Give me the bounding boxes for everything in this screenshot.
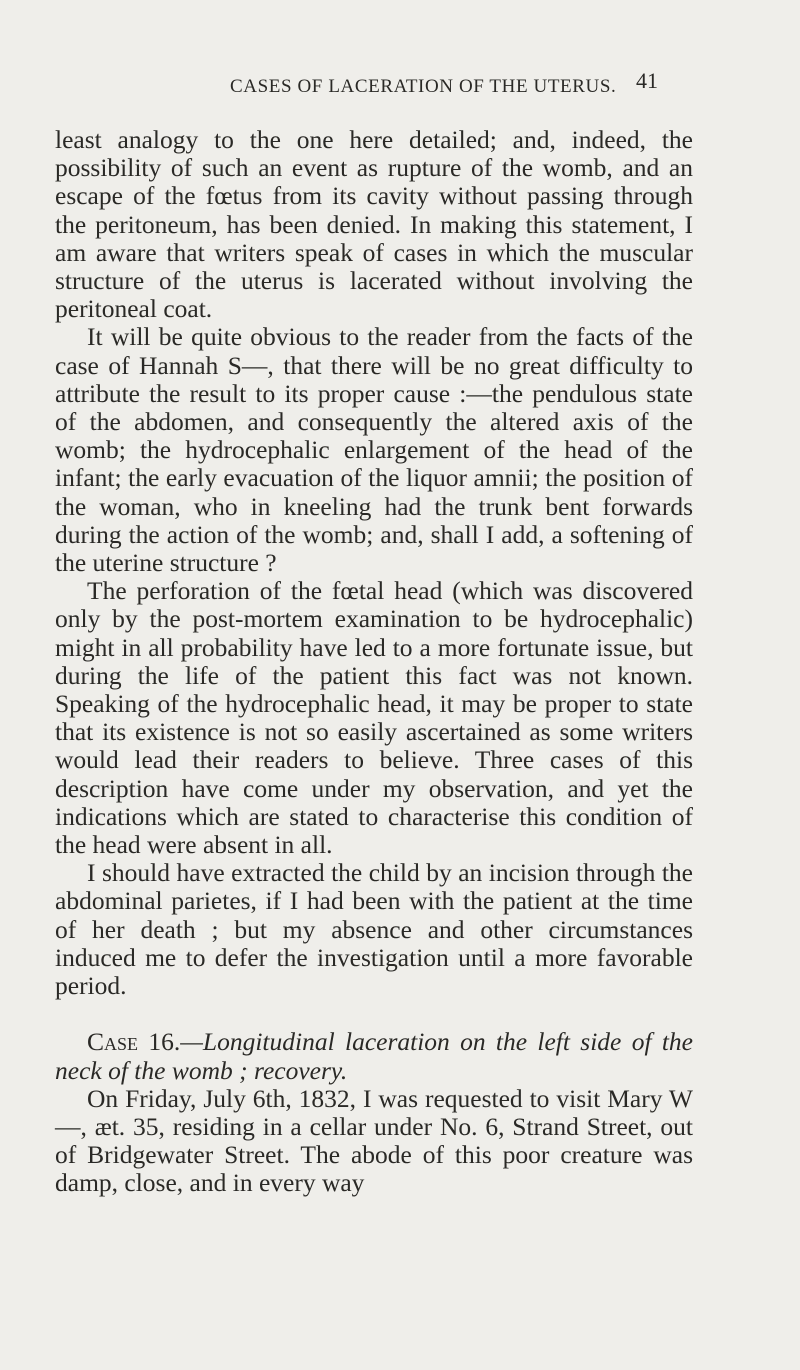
case-title: —Longitudinal laceration on the left side of the neck of the womb ; recovery. <box>55 1027 693 1085</box>
running-title: CASES OF LACERATION OF THE UTERUS. <box>230 76 617 97</box>
paragraph-case-text: On Friday, July 6th, 1832, I was requested to visit Mary W—, æt. 35, residing in a cellar under No. 6, Strand Street, out of Bridgewater Street. The abode of this poor creature was damp, close, and in every way <box>55 1083 693 1198</box>
paragraph-continuation: least analogy to the one here detailed; and, indeed, the possibility of such an event as rupture of the womb, and an escape of the fœtus from its cavity without passing through the peritoneum, has been denied. In making this statement, I am aware that writers speak of cases in which the muscular structure of the uterus is lacerated without involving the peritoneal coat. <box>55 125 693 324</box>
case-heading <box>55 1028 693 1084</box>
running-header <box>0 68 800 106</box>
paragraph-hannah-case: It will be quite obvious to the reader from the facts of the case of Hannah S—, that there will be no great difficulty to attribute the result to its proper cause :—the pendulous state of the abdomen, and consequently the altered axis of the womb; the hydrocephalic enlargement of the head of the infant; the early evacuation of the liquor amnii; the position of the woman, who in kneeling had the trunk bent forwards during the action of the womb; and, shall I add, a softening of the uterine structure ? <box>55 322 693 578</box>
page-number: 41 <box>636 68 658 93</box>
body-text <box>55 126 693 1198</box>
paragraph-extraction: I should have extracted the child by an incision through the abdominal parietes, if I had been with the patient at the time of her death ; but my absence and other circumstances induced me to defer the investigation until a more favorable period. <box>55 858 693 1001</box>
case-label: Case 16. <box>87 1027 181 1057</box>
paragraph-perforation: The perforation of the fœtal head (which was discovered only by the post-mortem examination to be hydrocephalic) might in all probability have led to a more fortunate issue, but during the life of the patient this fact was not known. Speaking of the hydrocephalic head, it may be proper to state that its existence is not so easily ascertained as some writers would lead their readers to believe. Three cases of this description have come under my observation, and yet the indications which are stated to characterise this condition of the head were absent in all. <box>55 576 693 860</box>
